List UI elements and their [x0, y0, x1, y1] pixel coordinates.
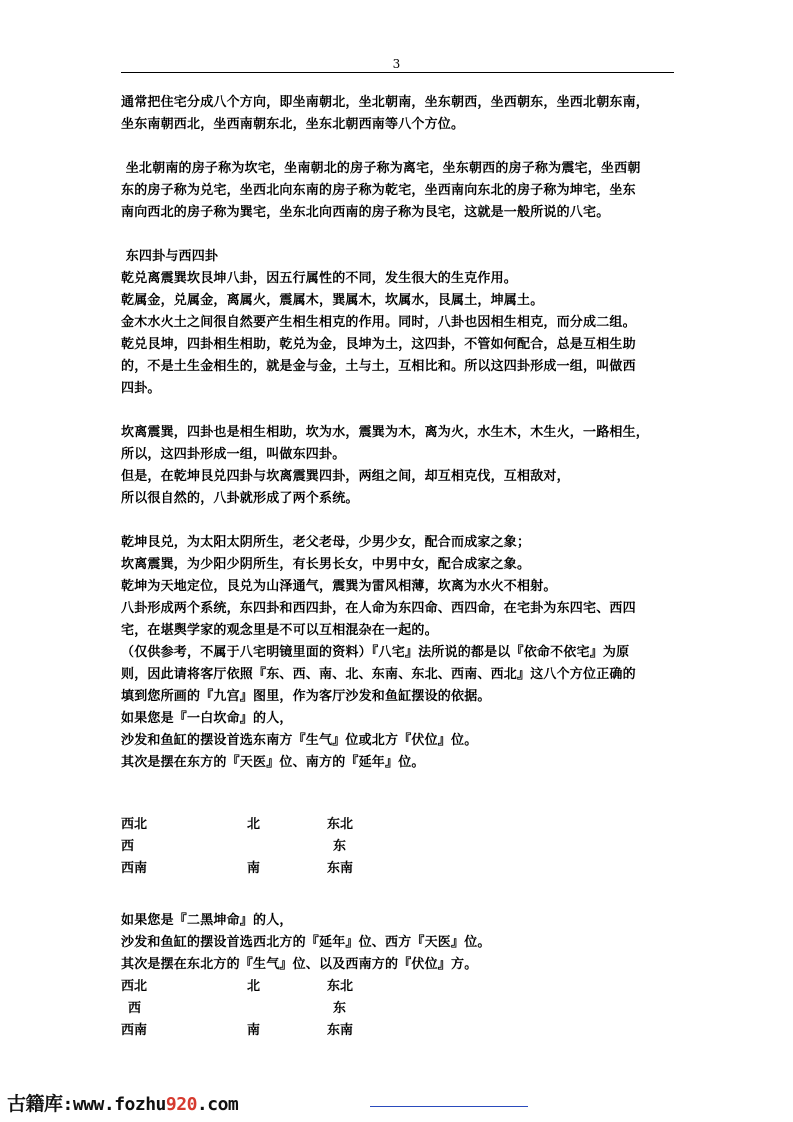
paragraph-gap	[121, 224, 681, 246]
text-line: 南向西北的房子称为巽宅，坐东北向西南的房子称为艮宅，这就是一般所说的八宅。	[121, 205, 610, 220]
paragraph-gap	[121, 136, 681, 158]
text-line: 乾属金，兑属金，离属火，震属木，巽属木，坎属水，艮属土，坤属土。	[121, 293, 544, 308]
direction-label: 北	[247, 817, 261, 832]
paragraph-gap	[121, 400, 681, 422]
page-number: 3	[392, 57, 401, 71]
text-line: 坎离震巽，为少阳少阴所生，有长男长女，中男中女，配合成家之象。	[121, 557, 531, 572]
paragraph-gap	[121, 774, 681, 814]
logo-url-suffix: .com	[196, 1094, 239, 1115]
section-heading: 东四卦与西四卦	[121, 249, 219, 264]
text-line: 四卦。	[121, 381, 161, 396]
direction-label: 南	[247, 1023, 261, 1038]
direction-label: 东	[333, 839, 347, 854]
direction-label: 西南	[121, 861, 148, 876]
text-line: 其次是摆在东北方的『生气』位、以及西南方的『伏位』方。	[121, 957, 478, 972]
direction-row	[121, 998, 681, 1020]
text-line: 所以很自然的，八卦就形成了两个系统。	[121, 491, 359, 506]
text-line: 乾坤艮兑，为太阳太阴所生，老父老母，少男少女，配合而成家之象；	[121, 535, 531, 550]
text-line: 乾兑离震巽坎艮坤八卦，因五行属性的不同，发生很大的生克作用。	[121, 271, 518, 286]
text-line: 沙发和鱼缸的摆设首选东南方『生气』位或北方『伏位』位。	[121, 733, 478, 748]
text-line: 东的房子称为兑宅，坐西北向东南的房子称为乾宅，坐西南向东北的房子称为坤宅，坐东	[121, 183, 636, 198]
footer-link-underline[interactable]	[370, 1106, 528, 1107]
footer-watermark-logo	[7, 1089, 238, 1119]
direction-grid-1	[121, 814, 681, 880]
direction-label: 东北	[327, 979, 354, 994]
logo-cn-text: 古籍库	[7, 1093, 63, 1115]
direction-label: 西	[128, 1001, 142, 1016]
direction-label: 西	[121, 839, 135, 854]
text-line: 如果您是『一白坎命』的人，	[121, 711, 293, 726]
text-line: 其次是摆在东方的『天医』位、南方的『延年』位。	[121, 755, 425, 770]
direction-row	[121, 858, 681, 880]
direction-label: 西北	[121, 979, 148, 994]
text-line: 宅，在堪舆学家的观念里是不可以互相混杂在一起的。	[121, 623, 438, 638]
text-line: 坐东南朝西北，坐西南朝东北，坐东北朝西南等八个方位。	[121, 117, 465, 132]
text-line: 如果您是『二黑坤命』的人，	[121, 913, 293, 928]
direction-label: 东南	[327, 1023, 354, 1038]
direction-grid-2	[121, 976, 681, 1042]
direction-row	[121, 836, 681, 858]
text-line: 金木水火土之间很自然要产生相生相克的作用。同时，八卦也因相生相克，而分成二组。	[121, 315, 636, 330]
direction-row	[121, 1020, 681, 1042]
text-line: 所以，这四卦形成一组，叫做东四卦。	[121, 447, 346, 462]
text-line: 乾坤为天地定位，艮兑为山泽通气，震巽为雷风相薄，坎离为水火不相射。	[121, 579, 557, 594]
direction-row	[121, 814, 681, 836]
direction-label: 东南	[327, 861, 354, 876]
text-line: 但是，在乾坤艮兑四卦与坎离震巽四卦，两组之间，却互相克伐，互相敌对，	[121, 469, 570, 484]
logo-url-number: 920	[165, 1094, 197, 1115]
logo-url-text: :www.fozhu	[62, 1094, 166, 1115]
direction-label: 东	[333, 1001, 347, 1016]
direction-label: 北	[247, 979, 261, 994]
text-line: 填到您所画的『九宫』图里，作为客厅沙发和鱼缸摆设的依据。	[121, 689, 491, 704]
direction-label: 西南	[121, 1023, 148, 1038]
paragraph-gap	[121, 880, 681, 910]
paragraph-gap	[121, 510, 681, 532]
text-line: 沙发和鱼缸的摆设首选西北方的『延年』位、西方『天医』位。	[121, 935, 491, 950]
text-line: 通常把住宅分成八个方向，即坐南朝北，坐北朝南，坐东朝西，坐西朝东，坐西北朝东南，	[121, 95, 650, 110]
text-line: 八卦形成两个系统，东四卦和西四卦，在人命为东四命、西四命，在宅卦为东四宅、西四	[121, 601, 636, 616]
direction-row	[121, 976, 681, 998]
text-line: 乾兑艮坤，四卦相生相助，乾兑为金，艮坤为土，这四卦，不管如何配合，总是互相生助	[121, 337, 636, 352]
text-line: （仅供参考，不属于八宅明镜里面的资料）『八宅』法所说的都是以『依命不依宅』为原	[121, 645, 630, 660]
text-line: 则，因此请将客厅依照『东、西、南、北、东南、东北、西南、西北』这八个方位正确的	[121, 667, 636, 682]
text-line: 坐北朝南的房子称为坎宅，坐南朝北的房子称为离宅，坐东朝西的房子称为震宅，坐西朝	[121, 161, 641, 176]
direction-label: 西北	[121, 817, 148, 832]
direction-label: 东北	[327, 817, 354, 832]
direction-label: 南	[247, 861, 261, 876]
header-rule	[121, 72, 674, 73]
text-line: 的，不是土生金相生的，就是金与金，土与土，互相比和。所以这四卦形成一组，叫做西	[121, 359, 636, 374]
text-line: 坎离震巽，四卦也是相生相助，坎为水，震巽为木，离为火，水生木，木生火，一路相生，	[121, 425, 650, 440]
document-body	[121, 92, 681, 1042]
